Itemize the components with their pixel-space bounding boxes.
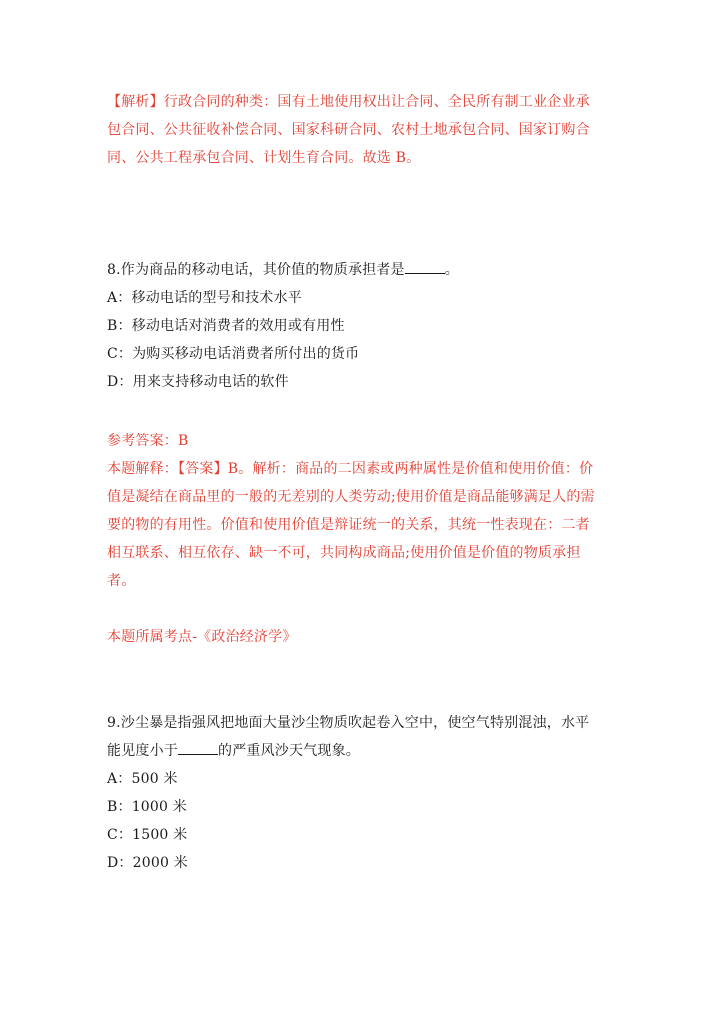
previous-analysis: [107, 88, 612, 172]
option-b: B：1000 米: [107, 799, 187, 815]
answer-blank: [178, 739, 218, 755]
option-a: A：500 米: [107, 771, 178, 787]
explanation-line: 本题解释：【答案】B。解析：商品的二因素或两种属性是价值和使用价值：价: [107, 461, 594, 477]
question-8-stem-end: 。: [444, 262, 459, 278]
option-d: D：用来支持移动电话的软件: [107, 374, 289, 390]
question-9-stem-text: 能见度小于: [107, 743, 178, 759]
explanation-line: 相互联系、相互依存、缺一不可，共同构成商品;使用价值是价值的物质承担: [107, 545, 581, 561]
option-c: C：1500 米: [107, 827, 188, 843]
question-8-stem-text: 8.作为商品的移动电话，其价值的物质承担者是: [107, 262, 405, 278]
question-8-stem: [107, 256, 612, 284]
question-9-stem-line2: [107, 737, 612, 765]
question-8: [107, 256, 612, 396]
analysis-line: 包合同、公共征收补偿合同、国家科研合同、农村土地承包合同、国家订购合: [107, 122, 590, 138]
option-a: A：移动电话的型号和技术水平: [107, 290, 302, 306]
question-9-stem-line1: 9.沙尘暴是指强风把地面大量沙尘物质吹起卷入空中，使空气特别混浊，水平: [107, 715, 590, 731]
explanation-line: 值是凝结在商品里的一般的无差别的人类劳动;使用价值是商品能够满足人的需: [107, 489, 595, 505]
question-8-answer-section: [107, 427, 612, 595]
reference-answer: 参考答案：B: [107, 433, 189, 449]
answer-blank: [405, 258, 445, 274]
option-c: C：为购买移动电话消费者所付出的货币: [107, 346, 360, 362]
explanation-line: 要的物的有用性。价值和使用价值是辩证统一的关系，其统一性表现在：二者: [107, 517, 590, 533]
topic-line: 本题所属考点-《政治经济学》: [107, 629, 297, 645]
question-9-stem-end: 的严重风沙天气现象。: [218, 743, 360, 759]
analysis-line: 同、公共工程承包合同、计划生育合同。故选 B。: [107, 150, 421, 166]
explanation-line: 者。: [107, 573, 136, 589]
option-b: B：移动电话对消费者的效用或有用性: [107, 318, 345, 334]
question-8-topic: [107, 623, 612, 651]
analysis-line: 【解析】行政合同的种类：国有土地使用权出让合同、全民所有制工业企业承: [107, 94, 590, 110]
question-9: [107, 709, 612, 877]
option-d: D：2000 米: [107, 855, 188, 871]
